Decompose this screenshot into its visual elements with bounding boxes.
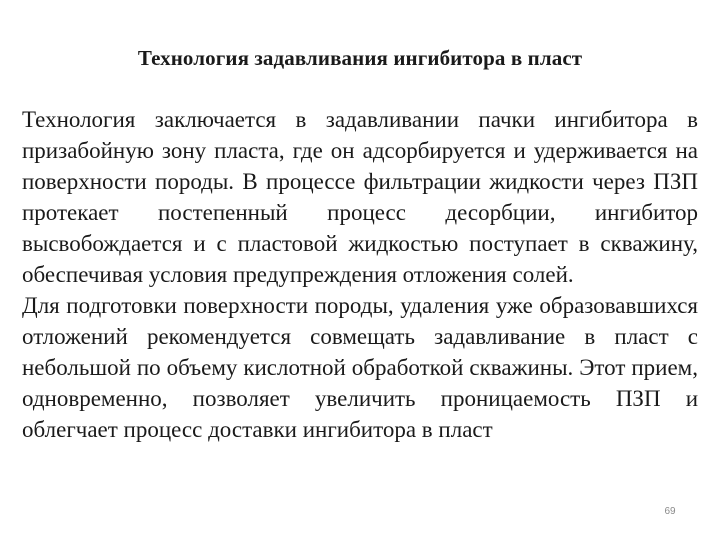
slide-body	[22, 104, 698, 445]
page-number: 69	[664, 506, 676, 517]
paragraph-2: Для подготовки поверхности породы, удаления уже образовавшихся отложений рекомендуется совмещать задавливание в пласт с небольшой по объему кислотной обработкой скважины. Этот прием, одновременно, позволяет увеличить проницаемость ПЗП и облегчает процесс доставки ингибитора в пласт	[22, 293, 698, 442]
paragraph-1: Технология заключается в задавливании пачки ингибитора в призабойную зону пласта, где он адсорбируется и удерживается на поверхности породы. В процессе фильтрации жидкости через ПЗП протекает постепенный процесс десорбции, ингибитор высвобождается и с пластовой жидкостью поступает в скважину, обеспечивая условия предупреждения отложения солей.	[22, 107, 698, 287]
slide-title: Технология задавливания ингибитора в пласт	[137, 46, 583, 70]
